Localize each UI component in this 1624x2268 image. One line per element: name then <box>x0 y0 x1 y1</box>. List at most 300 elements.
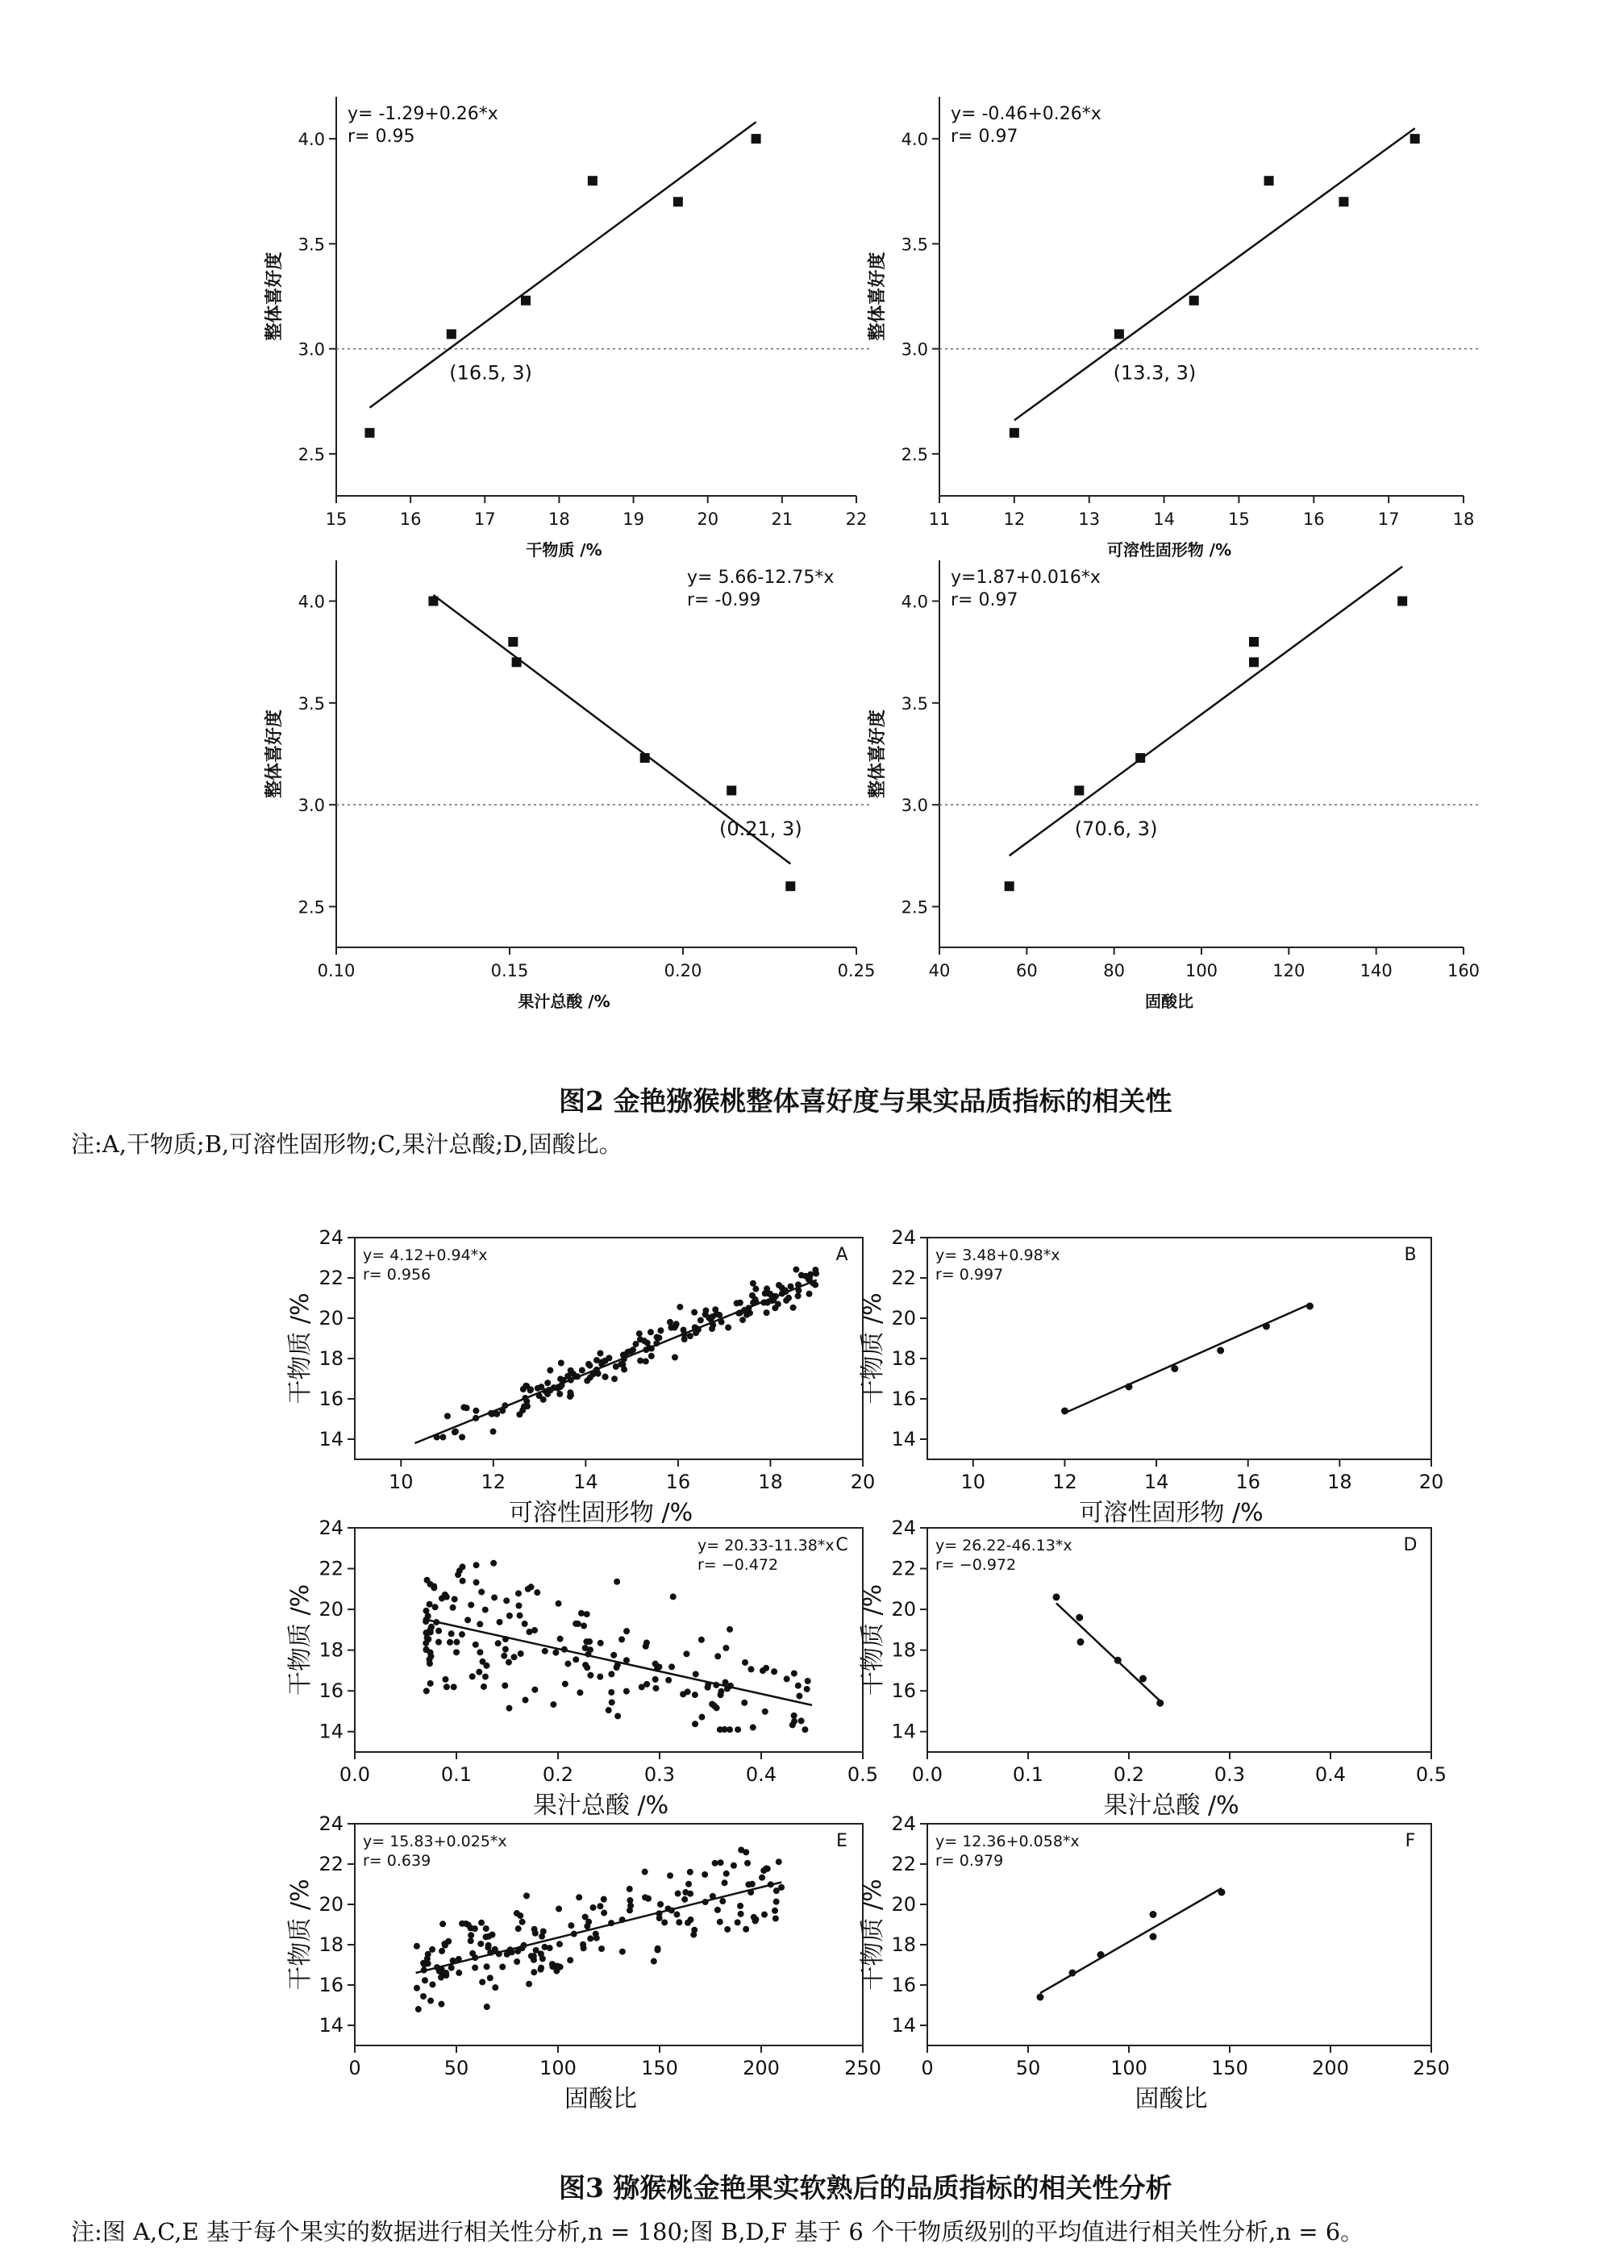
x-tick-label: 0.10 <box>317 961 356 980</box>
data-point <box>610 1652 617 1658</box>
data-point <box>473 1408 479 1414</box>
data-point <box>460 1578 466 1584</box>
data-point <box>702 1311 709 1317</box>
y-axis-label: 整体喜好度 <box>264 709 285 799</box>
data-point <box>668 1663 675 1670</box>
data-point <box>476 1669 482 1675</box>
data-point <box>492 1984 498 1991</box>
data-point <box>648 1329 654 1335</box>
x-axis-label: 可溶性固形物 /% <box>508 1499 693 1527</box>
data-point <box>489 1932 495 1938</box>
x-tick-label: 11 <box>928 510 951 529</box>
data-point <box>772 1305 778 1311</box>
y-tick-label: 3.0 <box>298 339 325 360</box>
y-axis-label: 干物质 /% <box>859 1879 887 1991</box>
data-point <box>640 753 650 763</box>
data-point <box>723 1871 730 1877</box>
x-tick-label: 10 <box>388 1471 414 1493</box>
y-tick-label: 16 <box>319 1388 344 1410</box>
x-tick-label: 14 <box>1153 510 1175 529</box>
data-point <box>1339 197 1348 206</box>
data-point <box>568 1377 574 1384</box>
data-point <box>741 1700 747 1706</box>
data-point <box>490 1429 497 1435</box>
data-point <box>421 1966 427 1973</box>
data-point <box>514 1948 521 1954</box>
data-point <box>795 1683 802 1689</box>
data-point <box>414 1985 420 1991</box>
data-point <box>738 1847 744 1854</box>
data-point <box>667 1872 673 1879</box>
data-point <box>687 1891 693 1897</box>
data-point <box>642 1894 648 1900</box>
data-point <box>429 1981 435 1987</box>
data-point <box>483 1663 489 1669</box>
data-point <box>439 1434 446 1441</box>
data-point <box>1053 1593 1060 1600</box>
data-point <box>597 1903 603 1909</box>
data-point <box>1263 1323 1270 1330</box>
data-point <box>722 1679 729 1686</box>
x-tick-label: 19 <box>623 510 644 529</box>
data-point <box>656 1910 663 1916</box>
y-tick-label: 18 <box>319 1638 344 1662</box>
x-tick-label: 14 <box>573 1471 598 1493</box>
data-point <box>745 1881 752 1887</box>
y-tick-label: 22 <box>891 1557 916 1580</box>
data-point <box>785 881 795 891</box>
data-point <box>499 1408 506 1414</box>
correlation-r: r= −0.472 <box>697 1556 779 1574</box>
data-point <box>477 1941 484 1947</box>
data-point <box>564 1661 571 1667</box>
y-tick-label: 2.5 <box>901 444 928 464</box>
data-point <box>714 1653 721 1659</box>
y-tick-label: 18 <box>319 1933 344 1956</box>
data-point <box>477 1621 483 1627</box>
data-point <box>525 1586 531 1592</box>
data-point <box>593 1935 600 1941</box>
data-point <box>452 1429 458 1435</box>
y-tick-label: 4.0 <box>901 592 928 612</box>
x-tick-label: 100 <box>1185 961 1218 980</box>
data-point <box>473 1579 480 1586</box>
data-point <box>597 1350 603 1357</box>
data-point <box>598 1945 605 1952</box>
data-point <box>459 1434 465 1441</box>
x-tick-label: 200 <box>743 2057 780 2079</box>
data-point <box>750 1725 756 1731</box>
y-tick-label: 16 <box>319 1974 344 1996</box>
data-point <box>1218 1889 1226 1896</box>
data-point <box>614 1662 621 1668</box>
y-tick-label: 4.0 <box>298 592 325 612</box>
y-tick-label: 3.5 <box>901 693 928 714</box>
data-point <box>542 1648 548 1654</box>
data-point <box>692 1721 698 1727</box>
data-point <box>556 1600 562 1607</box>
data-point <box>735 1310 742 1317</box>
data-point <box>687 1333 693 1339</box>
data-point <box>702 1871 708 1878</box>
data-point <box>805 1678 811 1684</box>
y-tick-label: 14 <box>319 1428 344 1450</box>
correlation-r: r= 0.639 <box>363 1852 431 1870</box>
data-point <box>584 1611 590 1617</box>
x-axis-label: 固酸比 <box>564 2085 637 2113</box>
data-point <box>573 1621 579 1627</box>
figure2-caption: 图2 金艳猕猴桃整体喜好度与果实品质指标的相关性 <box>559 1085 1172 1117</box>
data-point <box>581 1945 587 1951</box>
data-point <box>443 1683 450 1690</box>
panel-letter: D <box>1403 1535 1418 1555</box>
intersection-annotation: (16.5, 3) <box>449 361 532 385</box>
data-point <box>521 1404 527 1410</box>
regression-equation: y= -0.46+0.26*x <box>951 104 1101 124</box>
intersection-annotation: (0.21, 3) <box>719 818 802 841</box>
data-point <box>661 1919 668 1925</box>
data-point <box>713 1682 719 1688</box>
plot-frame <box>355 1824 863 2045</box>
data-point <box>719 1898 726 1904</box>
data-point <box>776 1858 782 1865</box>
data-point <box>735 1919 741 1925</box>
data-point <box>683 1650 689 1657</box>
data-point <box>483 1933 489 1940</box>
data-point <box>598 1640 604 1646</box>
data-point <box>424 1955 431 1962</box>
data-point <box>760 1300 767 1306</box>
data-point <box>1061 1408 1068 1415</box>
x-tick-label: 18 <box>1327 1471 1352 1493</box>
data-point <box>517 1613 523 1619</box>
y-tick-label: 20 <box>319 1598 344 1621</box>
data-point <box>762 1290 768 1296</box>
data-point <box>499 1963 506 1970</box>
x-axis-label: 果汁总酸 /% <box>1103 1792 1239 1820</box>
data-point <box>798 1717 805 1724</box>
y-tick-label: 20 <box>319 1307 344 1330</box>
data-point <box>427 1601 433 1608</box>
data-point <box>447 1639 453 1646</box>
data-point <box>773 1899 780 1905</box>
y-tick-label: 3.0 <box>901 339 928 360</box>
data-point <box>717 1919 723 1925</box>
data-point <box>705 1681 711 1687</box>
data-point <box>490 1560 497 1567</box>
data-point <box>478 1589 485 1596</box>
x-tick-label: 21 <box>771 510 793 529</box>
data-point <box>598 1361 605 1367</box>
data-point <box>779 1290 785 1296</box>
data-point <box>611 1375 618 1382</box>
data-point <box>709 1325 715 1332</box>
data-point <box>557 1636 564 1642</box>
data-point <box>718 1688 724 1695</box>
panel-letter: C <box>835 1535 848 1555</box>
x-tick-label: 14 <box>1143 1471 1169 1493</box>
regression-equation: y= 15.83+0.025*x <box>363 1833 507 1850</box>
data-point <box>516 1411 523 1417</box>
data-point <box>452 1596 458 1602</box>
x-axis-label: 固酸比 <box>1145 992 1193 1011</box>
figure3-caption: 图3 猕猴桃金艳果实软熟后的品质指标的相关性分析 <box>559 2172 1172 2203</box>
data-point <box>1156 1700 1164 1707</box>
y-tick-label: 24 <box>891 1226 916 1249</box>
regression-equation: y= 12.36+0.058*x <box>935 1833 1080 1850</box>
data-point <box>1410 134 1420 144</box>
data-point <box>779 1284 785 1291</box>
data-point <box>655 1945 661 1952</box>
data-point <box>533 1947 539 1954</box>
data-point <box>456 1970 462 1976</box>
data-point <box>1135 753 1145 763</box>
data-point <box>652 1676 659 1683</box>
data-point <box>763 1866 769 1872</box>
data-point <box>442 1676 448 1683</box>
x-tick-label: 0.5 <box>847 1763 879 1786</box>
data-point <box>790 1305 797 1311</box>
data-point <box>586 1638 593 1645</box>
data-point <box>520 1386 527 1392</box>
data-point <box>424 1634 431 1641</box>
data-point <box>473 1642 479 1648</box>
chart-B <box>859 1226 1443 1527</box>
regression-equation: y=1.87+0.016*x <box>951 568 1101 588</box>
data-point <box>587 1646 593 1653</box>
data-point <box>578 1610 585 1617</box>
x-tick-label: 20 <box>1418 1471 1444 1493</box>
data-point <box>676 1919 682 1925</box>
x-tick-label: 150 <box>641 2057 678 2079</box>
regression-line <box>369 122 756 407</box>
data-point <box>725 1325 731 1331</box>
data-point <box>802 1726 808 1733</box>
y-tick-label: 16 <box>891 1974 916 1996</box>
data-point <box>522 1395 528 1401</box>
data-point <box>692 1324 698 1330</box>
data-point <box>581 1623 587 1629</box>
data-point <box>795 1281 802 1288</box>
data-point <box>750 1280 756 1287</box>
data-point <box>1126 1384 1133 1391</box>
data-point <box>501 1653 507 1659</box>
data-point <box>464 1404 470 1411</box>
data-point <box>751 1914 757 1921</box>
data-point <box>571 1931 577 1937</box>
y-tick-label: 3.5 <box>298 235 325 255</box>
x-tick-label: 13 <box>1078 510 1101 529</box>
data-point <box>469 1950 476 1957</box>
data-point <box>514 1910 520 1916</box>
data-point <box>531 1969 537 1975</box>
data-point <box>601 1896 607 1903</box>
data-point <box>536 1392 543 1399</box>
data-point <box>644 1340 651 1346</box>
data-point <box>586 1363 593 1369</box>
y-tick-label: 18 <box>891 1638 916 1662</box>
x-tick-label: 20 <box>697 510 719 529</box>
data-point <box>514 1958 520 1965</box>
y-tick-label: 20 <box>891 1893 916 1916</box>
data-point <box>555 1963 561 1970</box>
data-point <box>487 1975 493 1981</box>
data-point <box>506 1613 513 1619</box>
data-point <box>619 1949 626 1955</box>
data-point <box>1150 1911 1157 1918</box>
data-point <box>632 1341 639 1347</box>
data-point <box>1010 428 1019 438</box>
data-point <box>667 1319 673 1325</box>
y-tick-label: 16 <box>891 1679 916 1703</box>
x-tick-label: 160 <box>1447 961 1480 980</box>
data-point <box>670 1593 677 1600</box>
y-tick-label: 22 <box>891 1267 916 1289</box>
x-tick-label: 22 <box>845 510 868 529</box>
y-tick-label: 24 <box>319 1226 344 1249</box>
data-point <box>717 1726 723 1733</box>
data-point <box>724 1926 731 1933</box>
data-point <box>710 1313 716 1320</box>
data-point <box>606 1707 612 1713</box>
data-point <box>468 1937 474 1944</box>
data-point <box>739 1317 746 1323</box>
data-point <box>784 1675 790 1682</box>
x-tick-label: 250 <box>844 2057 881 2079</box>
regression-equation: y= 3.48+0.98*x <box>935 1246 1060 1264</box>
x-tick-label: 40 <box>928 961 951 980</box>
x-tick-label: 0.2 <box>542 1763 574 1786</box>
data-point <box>531 1926 538 1933</box>
data-point <box>527 1387 534 1393</box>
data-point <box>1069 1970 1076 1977</box>
data-point <box>1114 1657 1122 1664</box>
data-point <box>653 1340 660 1346</box>
x-tick-label: 0 <box>921 2057 934 2079</box>
data-point <box>434 1434 440 1441</box>
data-point <box>718 1319 725 1325</box>
y-axis-label: 干物质 /% <box>286 1879 314 1991</box>
y-tick-label: 16 <box>319 1679 344 1703</box>
data-point <box>673 197 683 206</box>
data-point <box>652 1685 659 1692</box>
y-tick-label: 3.0 <box>901 796 928 816</box>
data-point <box>521 296 531 306</box>
x-tick-label: 80 <box>1103 961 1126 980</box>
data-point <box>793 1267 799 1273</box>
data-point <box>763 1665 769 1671</box>
data-point <box>693 1671 699 1677</box>
data-point <box>623 1628 630 1634</box>
data-point <box>681 1896 688 1903</box>
data-point <box>544 1380 551 1386</box>
data-point <box>643 1643 649 1650</box>
data-point <box>727 785 736 795</box>
data-point <box>602 1374 609 1380</box>
x-tick-label: 0.4 <box>1314 1763 1347 1786</box>
data-point <box>608 1671 614 1677</box>
y-tick-label: 22 <box>891 1853 916 1875</box>
data-point <box>724 1685 731 1692</box>
data-point <box>448 1965 455 1971</box>
chart-2D <box>867 560 1480 1011</box>
x-axis-label: 干物质 /% <box>526 540 602 560</box>
y-axis-label: 干物质 /% <box>859 1292 887 1404</box>
data-point <box>687 1869 693 1875</box>
data-point <box>482 1607 489 1613</box>
data-point <box>576 1894 582 1900</box>
y-tick-label: 3.5 <box>298 693 325 714</box>
data-point <box>1114 329 1124 339</box>
data-point <box>547 1367 553 1374</box>
x-tick-label: 0.4 <box>745 1763 777 1786</box>
data-point <box>1189 296 1199 306</box>
data-point <box>608 1689 614 1696</box>
data-point <box>749 1292 756 1299</box>
y-tick-label: 22 <box>319 1267 344 1289</box>
data-point <box>742 1659 748 1666</box>
data-point <box>762 1708 768 1715</box>
chart-2C <box>264 560 875 1011</box>
data-point <box>477 1649 483 1655</box>
data-point <box>552 1650 559 1656</box>
data-point <box>439 1921 446 1927</box>
data-point <box>478 1920 485 1926</box>
data-point <box>427 1680 434 1687</box>
y-tick-label: 16 <box>891 1388 916 1410</box>
data-point <box>508 637 518 647</box>
x-tick-label: 250 <box>1413 2057 1450 2079</box>
figure3-note: 注:图 A,C,E 基于每个果实的数据进行相关性分析,n = 180;图 B,D,F 基于 6 个干物质级别的平均值进行相关性分析,n = 6。 <box>71 2218 1364 2245</box>
x-tick-label: 17 <box>473 510 496 529</box>
data-point <box>743 1926 749 1933</box>
x-tick-label: 16 <box>1302 510 1325 529</box>
data-point <box>718 1859 724 1866</box>
data-point <box>573 1656 579 1663</box>
x-tick-label: 18 <box>548 510 570 529</box>
data-point <box>453 1649 460 1655</box>
regression-equation: y= -1.29+0.26*x <box>348 104 498 124</box>
data-point <box>783 1297 789 1304</box>
data-point <box>768 1881 774 1887</box>
data-point <box>577 1689 583 1696</box>
data-point <box>752 134 761 144</box>
data-point <box>1097 1951 1105 1958</box>
data-point <box>761 1912 768 1918</box>
data-point <box>526 1981 532 1987</box>
data-point <box>772 1908 778 1914</box>
y-axis-label: 干物质 /% <box>286 1292 314 1404</box>
data-point <box>523 1892 530 1899</box>
data-point <box>722 1645 729 1651</box>
y-tick-label: 24 <box>891 1812 916 1835</box>
x-tick-label: 120 <box>1272 961 1305 980</box>
data-point <box>459 1921 465 1927</box>
data-point <box>428 597 438 606</box>
data-point <box>427 1629 434 1635</box>
data-point <box>485 1942 492 1949</box>
data-point <box>748 1666 755 1672</box>
data-point <box>518 1650 524 1657</box>
data-point <box>1074 785 1084 795</box>
y-tick-label: 18 <box>891 1933 916 1956</box>
data-point <box>752 1286 759 1292</box>
data-point <box>642 1869 648 1875</box>
x-tick-label: 0.15 <box>490 961 529 980</box>
y-axis-label: 干物质 /% <box>859 1583 887 1696</box>
x-tick-label: 0.20 <box>664 961 702 980</box>
data-point <box>423 1687 430 1694</box>
